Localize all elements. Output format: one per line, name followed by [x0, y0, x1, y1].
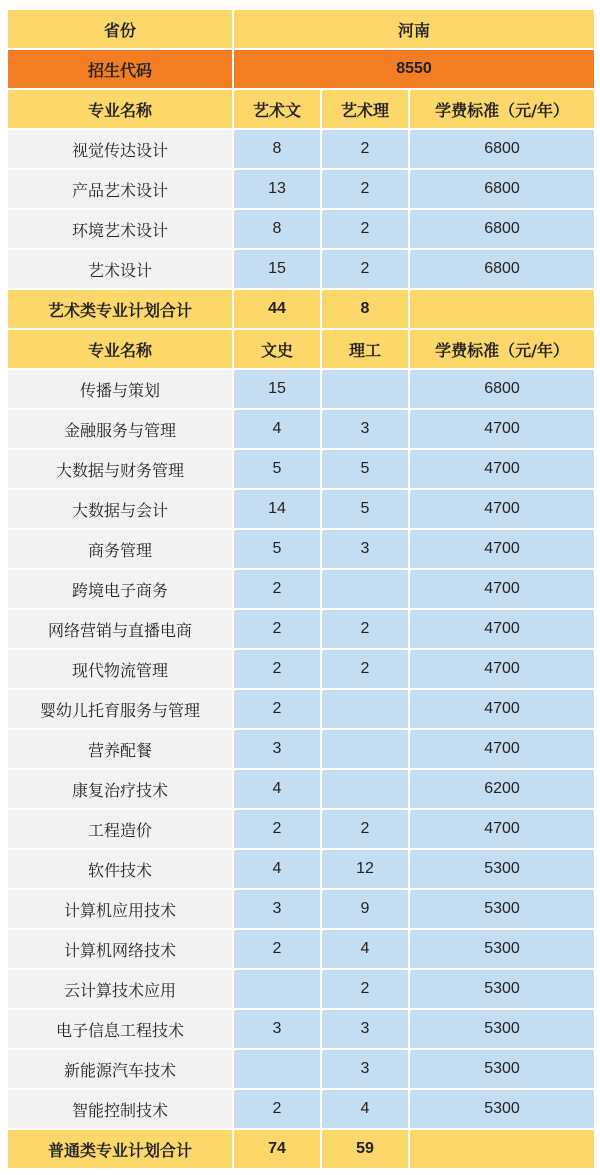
table-row — [7, 1009, 595, 1049]
quota-col1-cell: 2 — [233, 609, 321, 649]
quota-col2-cell: 5 — [321, 449, 409, 489]
major-name-cell: 跨境电子商务 — [7, 569, 233, 609]
quota-col2-cell: 3 — [321, 1049, 409, 1089]
tuition-cell: 4700 — [409, 529, 595, 569]
quota-col2-cell: 2 — [321, 169, 409, 209]
table-row — [7, 1049, 595, 1089]
table-row — [7, 649, 595, 689]
quota-col2-cell — [321, 769, 409, 809]
table-row — [7, 209, 595, 249]
quota-col2-cell: 2 — [321, 969, 409, 1009]
tuition-cell: 4700 — [409, 489, 595, 529]
general-header-row — [7, 329, 595, 369]
column-header: 理工 — [321, 329, 409, 369]
tuition-cell: 4700 — [409, 689, 595, 729]
quota-col1-cell: 8 — [233, 209, 321, 249]
quota-col1-cell: 3 — [233, 729, 321, 769]
major-name-cell: 网络营销与直播电商 — [7, 609, 233, 649]
province-row — [7, 9, 595, 49]
total-label: 普通类专业计划合计 — [7, 1129, 233, 1169]
tuition-cell: 4700 — [409, 809, 595, 849]
quota-col2-cell: 2 — [321, 649, 409, 689]
quota-col2-cell: 3 — [321, 1009, 409, 1049]
quota-col2-cell: 3 — [321, 409, 409, 449]
table-row — [7, 889, 595, 929]
tuition-cell: 4700 — [409, 729, 595, 769]
table-row — [7, 569, 595, 609]
major-name-cell: 艺术设计 — [7, 249, 233, 289]
column-header: 艺术理 — [321, 89, 409, 129]
table-row — [7, 609, 595, 649]
table-row — [7, 849, 595, 889]
total-value — [409, 1129, 595, 1169]
quota-col1-cell: 15 — [233, 369, 321, 409]
quota-col2-cell: 2 — [321, 209, 409, 249]
quota-col1-cell: 14 — [233, 489, 321, 529]
tuition-cell: 5300 — [409, 1089, 595, 1129]
tuition-cell: 6200 — [409, 769, 595, 809]
table-row — [7, 969, 595, 1009]
table-row — [7, 489, 595, 529]
quota-col2-cell: 4 — [321, 929, 409, 969]
quota-col2-cell: 2 — [321, 809, 409, 849]
table-row — [7, 689, 595, 729]
quota-col1-cell: 4 — [233, 769, 321, 809]
quota-col2-cell: 2 — [321, 129, 409, 169]
quota-col2-cell: 9 — [321, 889, 409, 929]
quota-col1-cell: 3 — [233, 1009, 321, 1049]
quota-col2-cell: 2 — [321, 249, 409, 289]
table-row — [7, 729, 595, 769]
major-name-cell: 新能源汽车技术 — [7, 1049, 233, 1089]
column-header: 专业名称 — [7, 329, 233, 369]
quota-col2-cell — [321, 569, 409, 609]
table-row — [7, 529, 595, 569]
quota-col1-cell: 2 — [233, 569, 321, 609]
art-total-row — [7, 289, 595, 329]
major-name-cell: 环境艺术设计 — [7, 209, 233, 249]
column-header: 艺术文 — [233, 89, 321, 129]
column-header: 学费标准（元/年） — [409, 89, 595, 129]
tuition-cell: 4700 — [409, 649, 595, 689]
major-name-cell: 大数据与会计 — [7, 489, 233, 529]
table-row — [7, 169, 595, 209]
total-value: 59 — [321, 1129, 409, 1169]
quota-col1-cell: 2 — [233, 689, 321, 729]
enrollment-plan-table — [6, 8, 596, 1170]
tuition-cell: 6800 — [409, 169, 595, 209]
quota-col2-cell: 4 — [321, 1089, 409, 1129]
tuition-cell: 4700 — [409, 409, 595, 449]
column-header: 文史 — [233, 329, 321, 369]
table-row — [7, 369, 595, 409]
enrollment-code-label: 招生代码 — [7, 49, 233, 89]
major-name-cell: 商务管理 — [7, 529, 233, 569]
tuition-cell: 5300 — [409, 1049, 595, 1089]
major-name-cell: 计算机网络技术 — [7, 929, 233, 969]
quota-col2-cell: 3 — [321, 529, 409, 569]
table-row — [7, 929, 595, 969]
quota-col1-cell: 4 — [233, 849, 321, 889]
quota-col1-cell: 4 — [233, 409, 321, 449]
tuition-cell: 5300 — [409, 969, 595, 1009]
tuition-cell: 6800 — [409, 369, 595, 409]
quota-col1-cell — [233, 1049, 321, 1089]
quota-col1-cell: 2 — [233, 809, 321, 849]
province-label: 省份 — [7, 9, 233, 49]
major-name-cell: 工程造价 — [7, 809, 233, 849]
quota-col2-cell: 2 — [321, 609, 409, 649]
column-header: 学费标准（元/年） — [409, 329, 595, 369]
tuition-cell: 5300 — [409, 849, 595, 889]
tuition-cell: 4700 — [409, 449, 595, 489]
quota-col2-cell: 5 — [321, 489, 409, 529]
total-value — [409, 289, 595, 329]
major-name-cell: 婴幼儿托育服务与管理 — [7, 689, 233, 729]
total-value: 74 — [233, 1129, 321, 1169]
quota-col1-cell: 5 — [233, 529, 321, 569]
major-name-cell: 产品艺术设计 — [7, 169, 233, 209]
table-row — [7, 809, 595, 849]
tuition-cell: 4700 — [409, 569, 595, 609]
major-name-cell: 云计算技术应用 — [7, 969, 233, 1009]
table-row — [7, 449, 595, 489]
major-name-cell: 软件技术 — [7, 849, 233, 889]
quota-col1-cell: 3 — [233, 889, 321, 929]
total-value: 8 — [321, 289, 409, 329]
tuition-cell: 6800 — [409, 209, 595, 249]
major-name-cell: 智能控制技术 — [7, 1089, 233, 1129]
enrollment-code-value: 8550 — [233, 49, 595, 89]
tuition-cell: 6800 — [409, 249, 595, 289]
quota-col2-cell — [321, 689, 409, 729]
province-value: 河南 — [233, 9, 595, 49]
art-header-row — [7, 89, 595, 129]
table-row — [7, 129, 595, 169]
major-name-cell: 营养配餐 — [7, 729, 233, 769]
general-total-row — [7, 1129, 595, 1169]
table-row — [7, 409, 595, 449]
tuition-cell: 5300 — [409, 889, 595, 929]
quota-col1-cell: 2 — [233, 1089, 321, 1129]
tuition-cell: 5300 — [409, 929, 595, 969]
table-row — [7, 769, 595, 809]
major-name-cell: 现代物流管理 — [7, 649, 233, 689]
tuition-cell: 4700 — [409, 609, 595, 649]
quota-col1-cell: 2 — [233, 929, 321, 969]
quota-col1-cell: 5 — [233, 449, 321, 489]
total-value: 44 — [233, 289, 321, 329]
quota-col1-cell: 13 — [233, 169, 321, 209]
column-header: 专业名称 — [7, 89, 233, 129]
quota-col2-cell — [321, 369, 409, 409]
total-label: 艺术类专业计划合计 — [7, 289, 233, 329]
quota-col2-cell — [321, 729, 409, 769]
major-name-cell: 康复治疗技术 — [7, 769, 233, 809]
major-name-cell: 金融服务与管理 — [7, 409, 233, 449]
quota-col1-cell — [233, 969, 321, 1009]
quota-col1-cell: 8 — [233, 129, 321, 169]
quota-col1-cell: 15 — [233, 249, 321, 289]
tuition-cell: 5300 — [409, 1009, 595, 1049]
major-name-cell: 视觉传达设计 — [7, 129, 233, 169]
quota-col1-cell: 2 — [233, 649, 321, 689]
table-row — [7, 1089, 595, 1129]
table-row — [7, 249, 595, 289]
tuition-cell: 6800 — [409, 129, 595, 169]
major-name-cell: 大数据与财务管理 — [7, 449, 233, 489]
quota-col2-cell: 12 — [321, 849, 409, 889]
major-name-cell: 计算机应用技术 — [7, 889, 233, 929]
enrollment-code-row — [7, 49, 595, 89]
major-name-cell: 传播与策划 — [7, 369, 233, 409]
major-name-cell: 电子信息工程技术 — [7, 1009, 233, 1049]
